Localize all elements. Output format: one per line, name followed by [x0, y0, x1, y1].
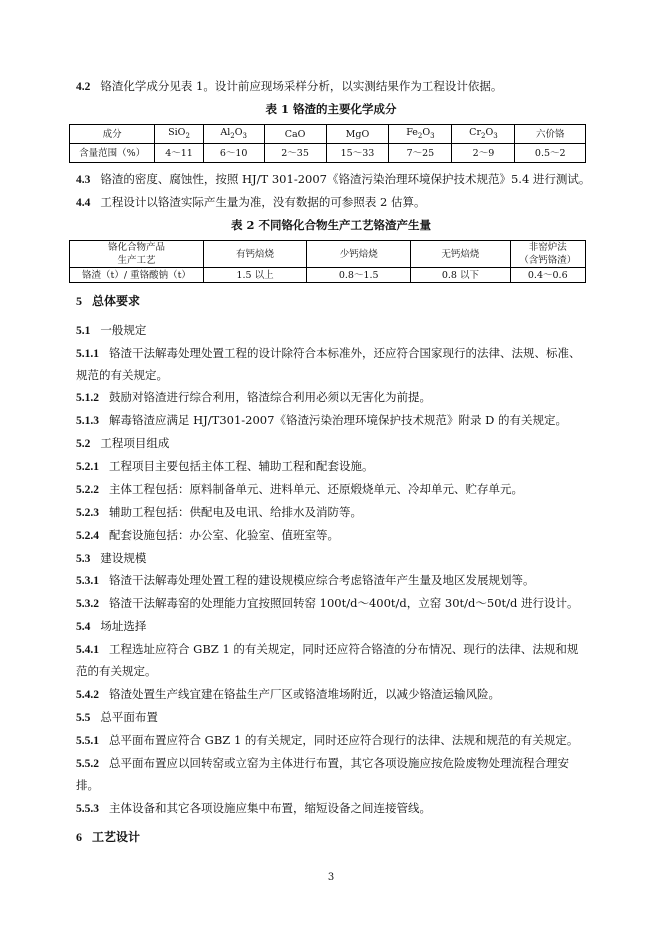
clause-4-3: 4.3 铬渣的密度、腐蚀性，按照 HJ/T 301-2007《铬渣污染治理环境保护技术规范》5.4 进行测试。: [76, 172, 591, 186]
clause-5-5-1: 5.5.1 总平面布置应符合 GBZ 1 的有关规定，同时还应符合现行的法律、法规和规范的有关规定。: [76, 733, 579, 747]
clause-5-3-1: 5.3.1 铬渣干法解毒处理处置工程的建设规模应综合考虑铬渣年产生量及地区发展规划等。: [76, 573, 535, 587]
clause-5-5: 5.5 总平面布置: [76, 710, 158, 724]
table-cell: 0.4～0.6: [510, 268, 586, 283]
table-header-cell: 铬化合物产品 生产工艺: [70, 241, 204, 268]
table-cell: 铬渣（t）/ 重铬酸钠（t）: [70, 268, 204, 283]
clause-5-2: 5.2 工程项目组成: [76, 436, 170, 450]
table-row: [70, 268, 586, 283]
clause-5-3: 5.3 建设规模: [76, 551, 147, 565]
table-row: [70, 125, 586, 144]
clause-5-1-1: 5.1.1 铬渣干法解毒处理处置工程的设计除符合本标准外，还应符合国家现行的法律、法规、标准、: [76, 346, 581, 360]
section-6-heading: 6 工艺设计: [76, 830, 141, 844]
table-cell: 0.8～1.5: [307, 268, 411, 283]
table-row: [70, 144, 586, 163]
table-header-cell: 六价铬: [515, 125, 586, 144]
table-cell: 1.5 以上: [203, 268, 306, 283]
table-header-cell: $Cr_2O_3$: [452, 125, 515, 144]
clause-5-4-1-cont: 范的有关规定。: [76, 664, 157, 678]
page-number: 3: [327, 872, 335, 883]
clause-5-1: 5.1 一般规定: [76, 323, 147, 337]
table-header-cell: 少钙焙烧: [307, 241, 411, 268]
clause-4-4: 4.4 工程设计以铬渣实际产生量为准，没有数据的可参照表 2 估算。: [76, 195, 426, 209]
table-cell: 7～25: [389, 144, 452, 163]
table-row: [70, 241, 586, 268]
table-cell: 6～10: [203, 144, 264, 163]
table2-caption: 表 2 不同铬化合物生产工艺铬渣产生量: [230, 218, 431, 232]
clause-5-4-1: 5.4.1 工程选址应符合 GBZ 1 的有关规定，同时还应符合铬渣的分布情况、现行的法律、法规和规: [76, 642, 579, 656]
table-cell: 0.8 以下: [411, 268, 510, 283]
clause-5-4: 5.4 场址选择: [76, 619, 147, 633]
clause-5-2-3: 5.2.3 辅助工程包括：供配电及电讯、给排水及消防等。: [76, 505, 362, 519]
table-header-cell: SiO$_2$: [155, 125, 203, 144]
clause-5-5-3: 5.5.3 主体设备和其它各项设施应集中布置，缩短设备之间连接管线。: [76, 801, 431, 815]
clause-5-2-2: 5.2.2 主体工程包括：原料制备单元、进料单元、还原煅烧单元、冷却单元、贮存单元。: [76, 482, 523, 496]
table-header-cell: $Fe_2O_3$: [389, 125, 452, 144]
table-cell: 15～33: [326, 144, 389, 163]
table-cell: 4～11: [155, 144, 203, 163]
clause-5-4-2: 5.4.2 铬渣处置生产线宜建在铬盐生产厂区或铬渣堆场附近，以减少铬渣运输风险。: [76, 687, 500, 701]
table-header-cell: 无钙焙烧: [411, 241, 510, 268]
table-header-cell: $Al_2O_3$: [203, 125, 264, 144]
table-header-cell: CaO: [264, 125, 326, 144]
table2: [69, 240, 586, 283]
clause-5-2-1: 5.2.1 工程项目主要包括主体工程、辅助工程和配套设施。: [76, 459, 374, 473]
clause-5-1-3: 5.1.3 解毒铬渣应满足 HJ/T301-2007《铬渣污染治理环境保护技术规范》附录 D 的有关规定。: [76, 413, 567, 427]
table-cell: 2～9: [452, 144, 515, 163]
table-header-cell: 有钙焙烧: [203, 241, 306, 268]
clause-4-2: 4.2 铬渣化学成分见表 1。设计前应现场采样分析，以实测结果作为工程设计依据。: [76, 79, 503, 93]
table-cell: 含量范围（%）: [70, 144, 155, 163]
clause-5-3-2: 5.3.2 铬渣干法解毒窑的处理能力宜按照回转窑 100t/d～400t/d，立窑 30t/d～50t/d 进行设计。: [76, 596, 579, 610]
clause-5-5-2-cont: 排。: [76, 778, 99, 792]
table-header-cell: 非窑炉法 （含钙铬渣）: [510, 241, 586, 268]
table-header-cell: MgO: [326, 125, 389, 144]
table-header-cell: 成分: [70, 125, 155, 144]
section-5-heading: 5 总体要求: [76, 294, 141, 308]
table1: [69, 124, 586, 163]
table-cell: 2～35: [264, 144, 326, 163]
clause-5-5-2: 5.5.2 总平面布置应以回转窑或立窑为主体进行布置，其它各项设施应按危险废物处理流程合理安: [76, 756, 569, 770]
clause-5-1-1-cont: 规范的有关规定。: [76, 368, 168, 382]
table-cell: 0.5～2: [515, 144, 586, 163]
clause-5-1-2: 5.1.2 鼓励对铬渣进行综合利用，铬渣综合利用必须以无害化为前提。: [76, 390, 431, 404]
table1-caption: 表 1 铬渣的主要化学成分: [265, 102, 397, 116]
clause-5-2-4: 5.2.4 配套设施包括：办公室、化验室、值班室等。: [76, 528, 339, 542]
